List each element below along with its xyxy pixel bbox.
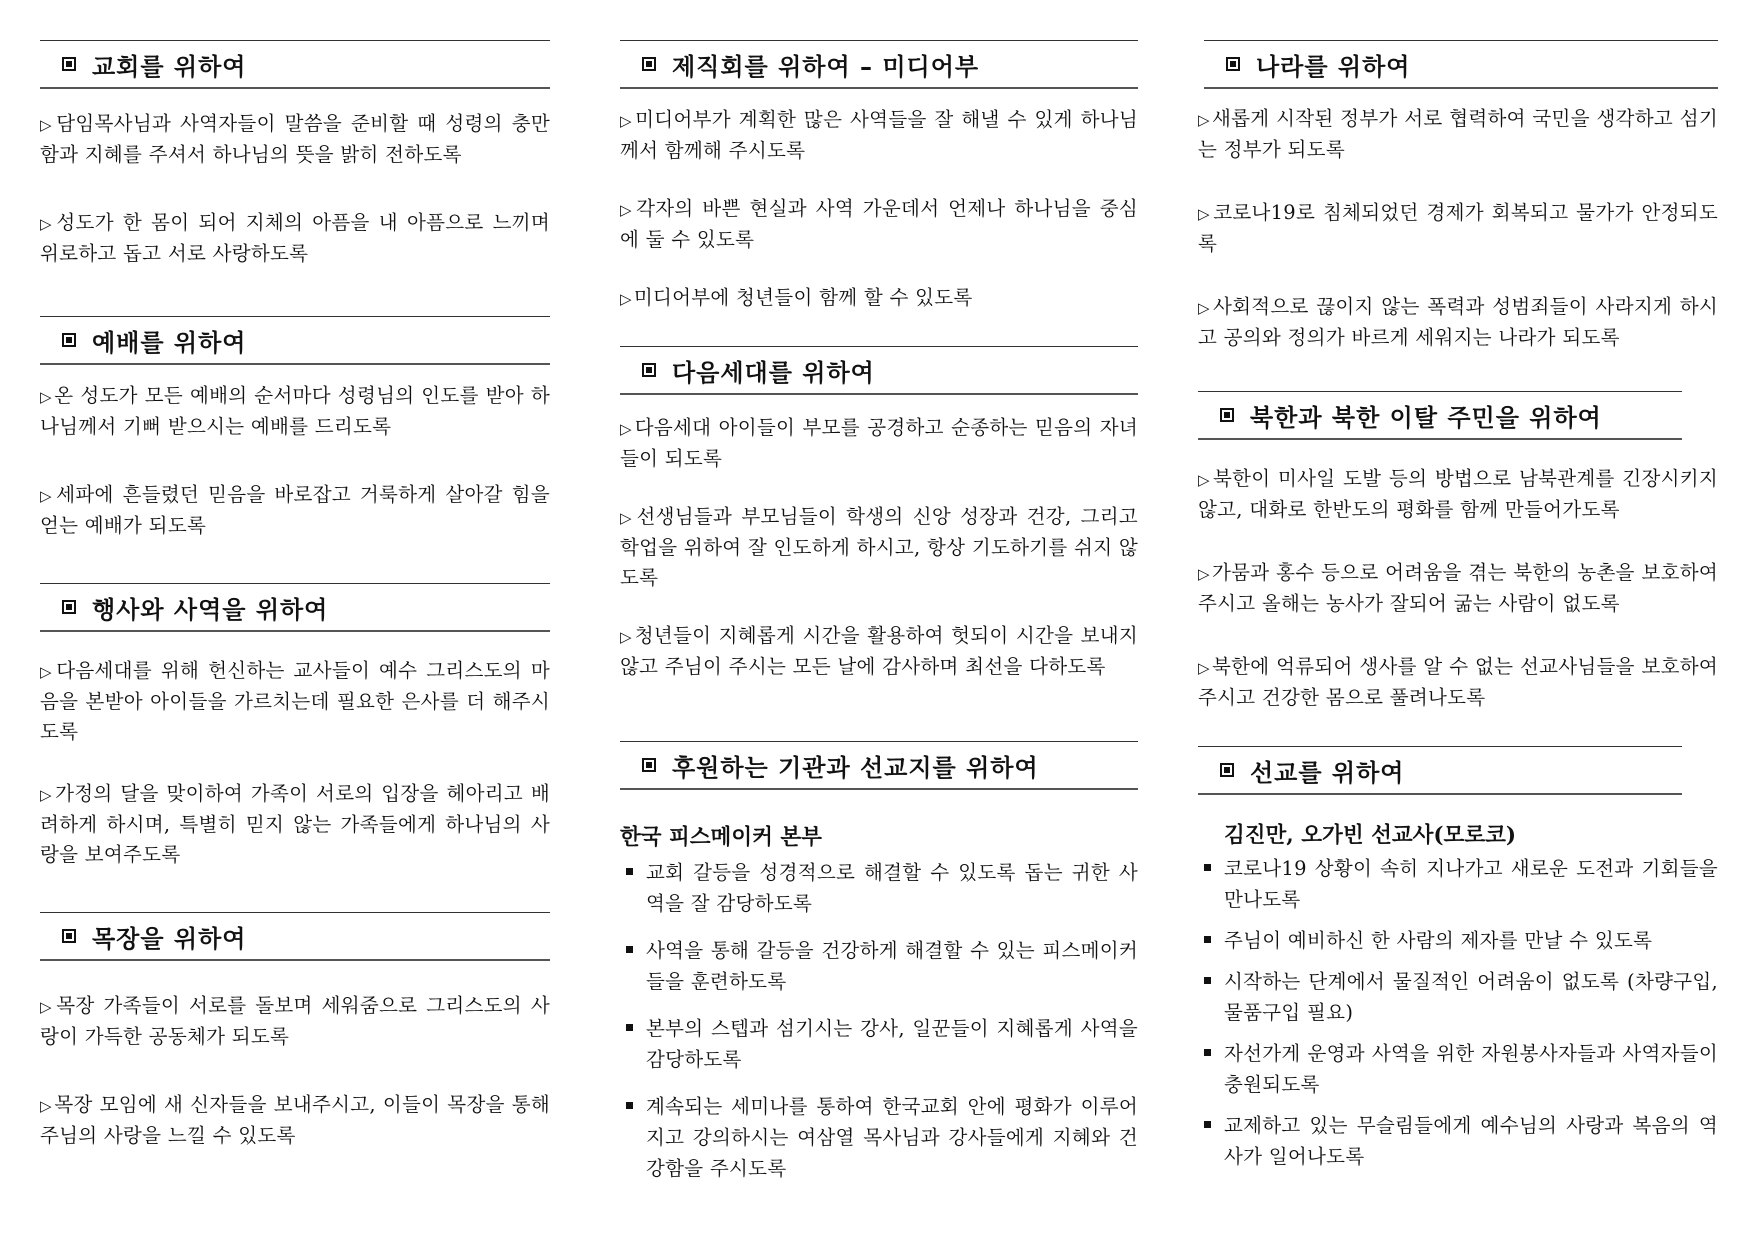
triangle-marker-icon: ▷ — [40, 487, 55, 505]
section-cell-group — [40, 912, 550, 1151]
section-header — [1198, 391, 1682, 440]
section-north-korea — [1198, 391, 1682, 440]
section-nation-items — [1198, 104, 1718, 353]
triangle-marker-icon: ▷ — [40, 1097, 53, 1115]
section-media-ministry — [620, 40, 1138, 314]
prayer-item: ▷ 온 성도가 모든 예배의 순서마다 성령님의 인도를 받아 하나님께서 기뻐 받으시는 예배를 드리도록 — [40, 384, 551, 438]
section-header — [620, 741, 1138, 790]
triangle-marker-icon: ▷ — [40, 663, 55, 681]
square-marker-icon — [62, 929, 76, 943]
triangle-marker-icon: ▷ — [40, 116, 55, 134]
section-header — [40, 912, 550, 961]
bullet-item: 주님이 예비하신 한 사람의 제자를 만날 수 있도록 — [1198, 925, 1718, 956]
section-header — [620, 40, 1138, 89]
section-events — [40, 583, 550, 870]
section-title: 목장을 위하여 — [92, 924, 247, 953]
prayer-item: ▷ 청년들이 지혜롭게 시간을 활용하여 헛되이 시간을 보내지 않고 주님이 주시는 모든 날에 감사하며 최선을 다하도록 — [620, 624, 1139, 678]
prayer-item: ▷ 사회적으로 끊이지 않는 폭력과 성범죄들이 사라지게 하시고 공의와 정의가 바르게 세워지는 나라가 되도록 — [1198, 295, 1718, 349]
bullet-item: 사역을 통해 갈등을 건강하게 해결할 수 있는 피스메이커들을 훈련하도록 — [620, 935, 1138, 997]
square-bullet-icon — [626, 1024, 633, 1031]
prayer-item: ▷ 담임목사님과 사역자들이 말씀을 준비할 때 성령의 충만함과 지혜를 주셔서 하나님의 뜻을 밝히 전하도록 — [40, 112, 550, 166]
section-worship — [40, 316, 550, 541]
square-marker-icon — [1226, 57, 1240, 71]
triangle-marker-icon: ▷ — [620, 290, 632, 308]
triangle-marker-icon: ▷ — [1198, 471, 1211, 489]
bullet-item: 본부의 스텝과 섬기시는 강사, 일꾼들이 지혜롭게 사역을 감당하도록 — [620, 1013, 1138, 1075]
triangle-marker-icon: ▷ — [1198, 299, 1211, 317]
missionary-name: 김진만, 오가빈 선교사(모로코) — [1224, 823, 1517, 848]
prayer-item: ▷ 목장 가족들이 서로를 돌보며 세워줌으로 그리스도의 사랑이 가득한 공동체가 되도록 — [40, 994, 550, 1048]
section-nation — [1204, 40, 1718, 89]
section-title: 나라를 위하여 — [1256, 52, 1411, 81]
square-marker-icon — [62, 333, 76, 347]
triangle-marker-icon: ▷ — [620, 628, 633, 646]
prayer-item: ▷ 목장 모임에 새 신자들을 보내주시고, 이들이 목장을 통해 주님의 사랑을 느낄 수 있도록 — [40, 1093, 550, 1147]
section-missions-items — [1198, 818, 1718, 1172]
triangle-marker-icon: ▷ — [40, 388, 53, 406]
prayer-item: ▷ 코로나19로 침체되었던 경제가 회복되고 물가가 안정되도록 — [1198, 201, 1718, 255]
square-bullet-icon — [1204, 1049, 1211, 1056]
triangle-marker-icon: ▷ — [40, 786, 54, 804]
square-marker-icon — [642, 57, 656, 71]
section-title: 북한과 북한 이탈 주민을 위하여 — [1250, 403, 1602, 432]
section-header — [1204, 40, 1718, 89]
section-title: 다음세대를 위하여 — [672, 358, 875, 387]
triangle-marker-icon: ▷ — [40, 215, 55, 233]
prayer-item: ▷ 새롭게 시작된 정부가 서로 협력하여 국민을 생각하고 섬기는 정부가 되도록 — [1198, 107, 1718, 161]
square-bullet-icon — [626, 868, 633, 875]
square-bullet-icon — [626, 1102, 633, 1109]
triangle-marker-icon: ▷ — [1198, 565, 1211, 583]
prayer-item: ▷ 미디어부에 청년들이 함께 할 수 있도록 — [620, 286, 973, 309]
bullet-item: 교회 갈등을 성경적으로 해결할 수 있도록 돕는 귀한 사역을 잘 감당하도록 — [620, 857, 1138, 919]
square-marker-icon — [642, 758, 656, 772]
section-header — [40, 40, 550, 89]
prayer-item: ▷ 다음세대 아이들이 부모를 공경하고 순종하는 믿음의 자녀들이 되도록 — [620, 416, 1139, 470]
bullet-item: 코로나19 상황이 속히 지나가고 새로운 도전과 기회들을 만나도록 — [1198, 853, 1718, 915]
section-title: 제직회를 위하여 – 미디어부 — [672, 52, 980, 81]
square-bullet-icon — [626, 946, 633, 953]
section-header — [620, 346, 1138, 395]
bullet-item: 교제하고 있는 무슬림들에게 예수님의 사랑과 복음의 역사가 일어나도록 — [1198, 1110, 1718, 1172]
bullet-item: 계속되는 세미나를 통하여 한국교회 안에 평화가 이루어지고 강의하시는 여삼열 목사님과 강사들에게 지혜와 건강함을 주시도록 — [620, 1091, 1138, 1184]
prayer-item: ▷ 선생님들과 부모님들이 학생의 신앙 성장과 건강, 그리고 학업을 위하여 잘 인도하게 하시고, 항상 기도하기를 쉬지 않도록 — [620, 505, 1138, 589]
triangle-marker-icon: ▷ — [620, 201, 635, 219]
section-title: 예배를 위하여 — [92, 328, 247, 357]
prayer-item: ▷ 미디어부가 계획한 많은 사역들을 잘 해낼 수 있게 하나님께서 함께해 주시도록 — [620, 108, 1138, 162]
section-title: 선교를 위하여 — [1250, 758, 1405, 787]
triangle-marker-icon: ▷ — [40, 998, 55, 1016]
section-missions — [1198, 746, 1682, 795]
triangle-marker-icon: ▷ — [1198, 205, 1212, 223]
section-north-korea-items — [1198, 464, 1718, 713]
section-supported-organizations — [620, 741, 1138, 1184]
triangle-marker-icon: ▷ — [620, 112, 634, 130]
triangle-marker-icon: ▷ — [620, 420, 633, 438]
square-marker-icon — [1220, 408, 1234, 422]
organization-name: 한국 피스메이커 본부 — [620, 825, 822, 850]
section-header — [40, 583, 550, 632]
square-marker-icon — [1220, 763, 1234, 777]
section-next-generation — [620, 346, 1138, 682]
triangle-marker-icon: ▷ — [1198, 111, 1211, 129]
square-bullet-icon — [1204, 1121, 1211, 1128]
section-church — [40, 40, 550, 269]
section-header — [1198, 746, 1682, 795]
prayer-item: ▷ 가뭄과 홍수 등으로 어려움을 겪는 북한의 농촌을 보호하여 주시고 올해는 농사가 잘되어 굶는 사람이 없도록 — [1198, 561, 1718, 615]
bullet-item: 자선가게 운영과 사역을 위한 자원봉사자들과 사역자들이 충원되도록 — [1198, 1038, 1718, 1100]
square-marker-icon — [642, 363, 656, 377]
prayer-item: ▷ 각자의 바쁜 현실과 사역 가운데서 언제나 하나님을 중심에 둘 수 있도록 — [620, 197, 1138, 251]
triangle-marker-icon: ▷ — [1198, 659, 1211, 677]
square-marker-icon — [62, 57, 76, 71]
section-title: 교회를 위하여 — [92, 52, 247, 81]
square-marker-icon — [62, 600, 76, 614]
prayer-item: ▷ 북한에 억류되어 생사를 알 수 없는 선교사님들을 보호하여 주시고 건강한 몸으로 풀려나도록 — [1198, 655, 1718, 709]
prayer-item: ▷ 북한이 미사일 도발 등의 방법으로 남북관계를 긴장시키지 않고, 대화로 한반도의 평화를 함께 만들어가도록 — [1198, 467, 1718, 521]
section-header — [40, 316, 550, 365]
square-bullet-icon — [1204, 864, 1211, 871]
square-bullet-icon — [1204, 936, 1211, 943]
prayer-item: ▷ 성도가 한 몸이 되어 지체의 아픔을 내 아픔으로 느끼며 위로하고 돕고 서로 사랑하도록 — [40, 211, 550, 265]
prayer-item: ▷ 가정의 달을 맞이하여 가족이 서로의 입장을 헤아리고 배려하게 하시며, 특별히 믿지 않는 가족들에게 하나님의 사랑을 보여주도록 — [40, 782, 550, 866]
section-title: 후원하는 기관과 선교지를 위하여 — [672, 753, 1039, 782]
triangle-marker-icon: ▷ — [620, 509, 635, 527]
square-bullet-icon — [1204, 977, 1211, 984]
bullet-item: 시작하는 단계에서 물질적인 어려움이 없도록 (차량구입, 물품구입 필요) — [1198, 966, 1718, 1028]
section-title: 행사와 사역을 위하여 — [92, 595, 329, 624]
prayer-item: ▷ 세파에 흔들렸던 믿음을 바로잡고 거룩하게 살아갈 힘을 얻는 예배가 되도록 — [40, 483, 550, 537]
prayer-item: ▷ 다음세대를 위해 헌신하는 교사들이 예수 그리스도의 마음을 본받아 아이들을 가르치는데 필요한 은사를 더 해주시도록 — [40, 659, 550, 743]
